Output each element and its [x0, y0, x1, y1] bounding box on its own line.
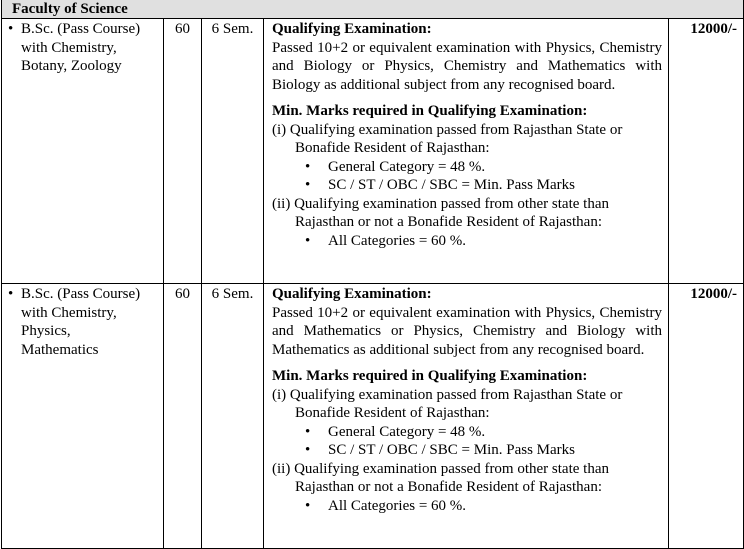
duration-cell: 6 Sem. — [202, 19, 264, 284]
min-marks-title: Min. Marks required in Qualifying Examination: — [272, 103, 588, 119]
faculty-header: Faculty of Science — [2, 0, 744, 19]
fee-cell: 12000/- — [669, 284, 744, 549]
bullet-icon: • — [305, 423, 311, 440]
rule-line: (ii) Qualifying examination passed from other state than — [272, 460, 609, 477]
programme-line: Botany, Zoology — [21, 58, 122, 74]
programme-cell — [2, 284, 164, 549]
programme-line: Physics, — [21, 323, 71, 339]
programme-line: B.Sc. (Pass Course) — [21, 21, 141, 37]
list-item: • General Category = 48 %. — [305, 158, 486, 175]
list-item: • SC / ST / OBC / SBC = Min. Pass Marks — [305, 177, 575, 193]
list-item: • All Categories = 60 %. — [305, 232, 467, 249]
seats-cell: 60 — [164, 19, 202, 284]
eligibility-cell — [264, 284, 669, 549]
min-marks-title: Min. Marks required in Qualifying Examination: — [272, 368, 588, 384]
programme-line: with Chemistry, — [21, 39, 117, 56]
bullet-icon: • — [305, 158, 311, 175]
list-item: • SC / ST / OBC / SBC = Min. Pass Marks — [305, 442, 575, 458]
bullet-icon: • — [305, 232, 311, 249]
rule-line: Bonafide Resident of Rajasthan: — [295, 140, 490, 156]
rule-line: Rajasthan or not a Bonafide Resident of Rajasthan: — [295, 214, 603, 230]
eligibility-cell — [264, 19, 669, 284]
bullet-icon: • — [305, 442, 311, 458]
bullet-icon: • — [305, 497, 311, 514]
table-row — [2, 284, 744, 549]
rule-line: (i) Qualifying examination passed from Rajasthan State or — [272, 386, 623, 403]
rule-line: (ii) Qualifying examination passed from other state than — [272, 195, 609, 212]
programme-cell — [2, 19, 164, 284]
course-table — [1, 0, 744, 549]
fee-cell: 12000/- — [669, 19, 744, 284]
section-header-row — [2, 0, 744, 19]
programme-line: B.Sc. (Pass Course) — [21, 286, 141, 302]
bullet-icon: • — [8, 21, 14, 37]
rule-line: Bonafide Resident of Rajasthan: — [295, 405, 490, 421]
table-row — [2, 19, 744, 284]
duration-cell: 6 Sem. — [202, 284, 264, 549]
rule-line: (i) Qualifying examination passed from Rajasthan State or — [272, 121, 623, 138]
qualifying-text: Passed 10+2 or equivalent examination with Physics, Chemistry and Mathematics or Physics, Chemistry and Biology with Mathematics as additional subject from any recognised board. — [272, 304, 662, 358]
qualifying-title: Qualifying Examination: — [272, 21, 432, 37]
list-item: • General Category = 48 %. — [305, 423, 486, 440]
bullet-icon: • — [305, 177, 311, 193]
qualifying-title: Qualifying Examination: — [272, 286, 432, 302]
programme-line: Mathematics — [21, 341, 99, 358]
programme-line: with Chemistry, — [21, 304, 117, 321]
qualifying-text: Passed 10+2 or equivalent examination with Physics, Chemistry and Biology or Physics, Chemistry and Mathematics with Biology as additional subject from any recognised board. — [272, 39, 662, 93]
bullet-icon: • — [8, 286, 14, 302]
rule-line: Rajasthan or not a Bonafide Resident of Rajasthan: — [295, 479, 603, 495]
list-item: • All Categories = 60 %. — [305, 497, 467, 514]
seats-cell: 60 — [164, 284, 202, 549]
